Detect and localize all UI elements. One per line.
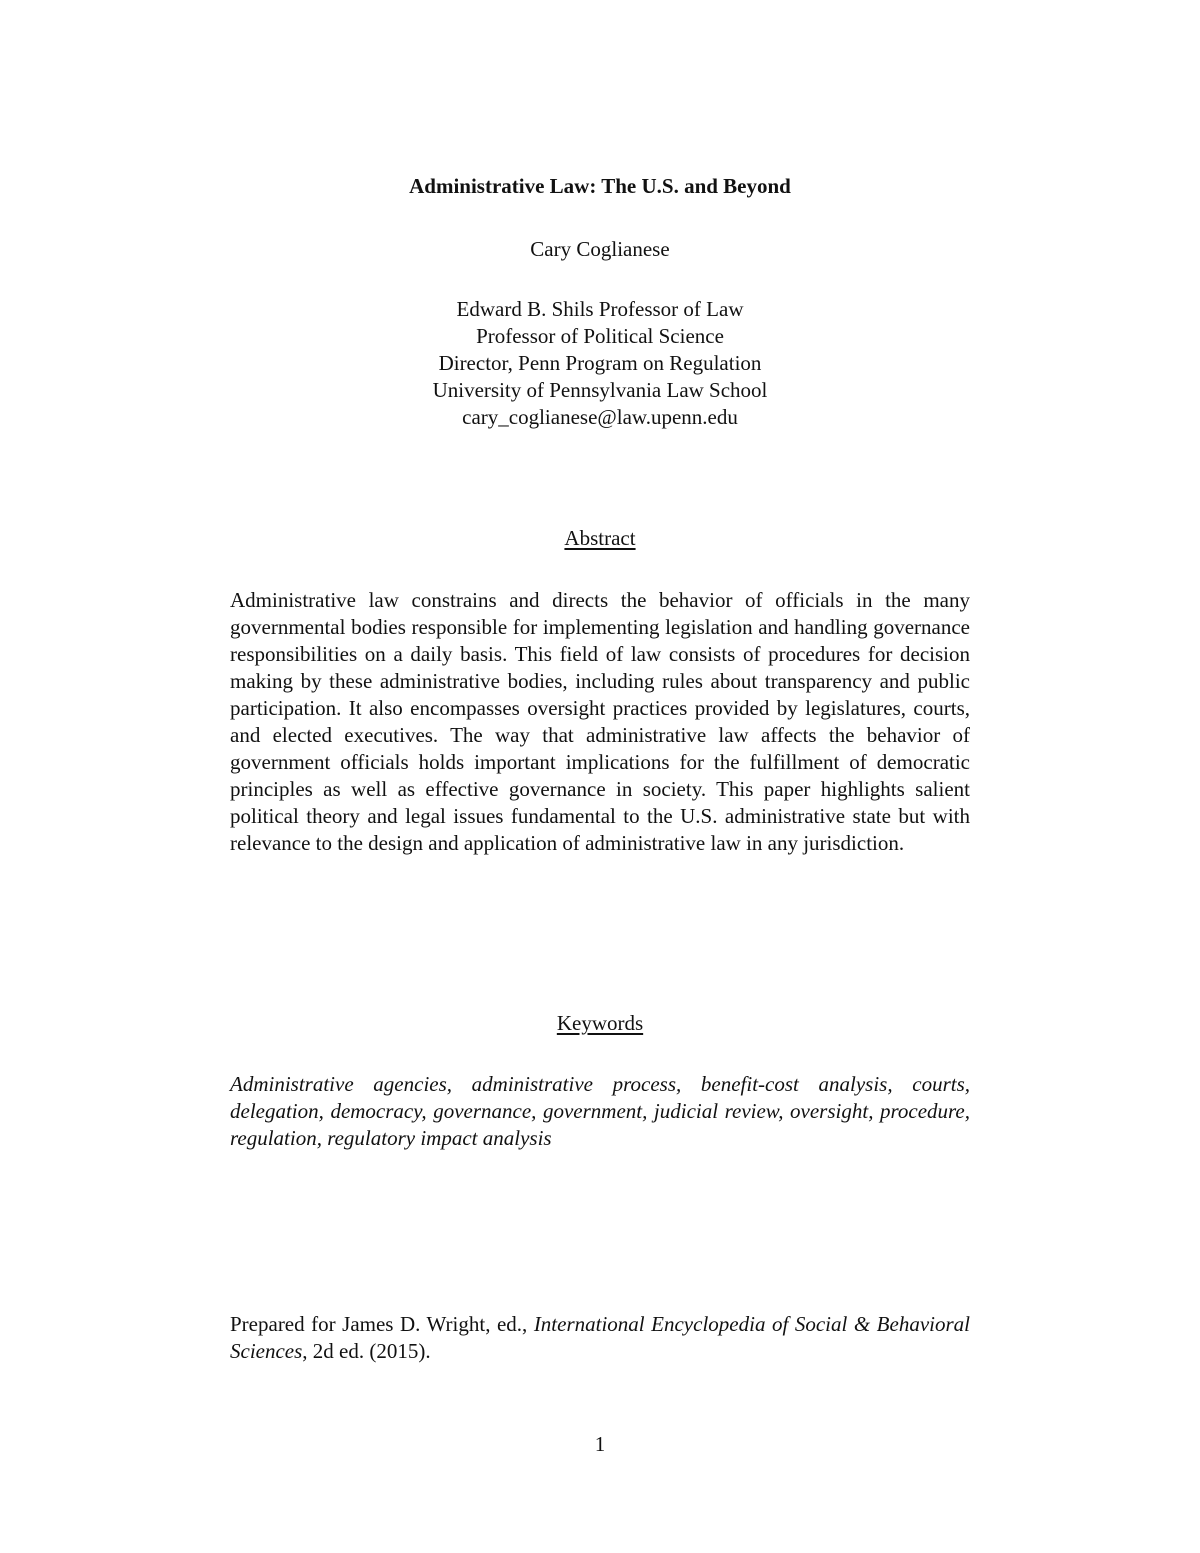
author-email: cary_coglianese@law.upenn.edu bbox=[462, 405, 738, 429]
publication-note-suffix: , 2d ed. (2015). bbox=[302, 1339, 431, 1363]
keywords-heading: Keywords bbox=[556, 1011, 644, 1035]
paper-title: Administrative Law: The U.S. and Beyond bbox=[409, 174, 791, 198]
affiliation-line: University of Pennsylvania Law School bbox=[432, 378, 768, 402]
page-number: 1 bbox=[594, 1432, 606, 1456]
publication-title: International Encyclopedia of Social & Behavioral Sciences bbox=[230, 1312, 970, 1363]
affiliation-line: Professor of Political Science bbox=[476, 324, 724, 348]
abstract-heading: Abstract bbox=[564, 526, 636, 550]
publication-note bbox=[230, 1311, 970, 1365]
author-affiliation bbox=[230, 296, 970, 431]
publication-note-prefix: Prepared for James D. Wright, ed., bbox=[230, 1312, 534, 1336]
affiliation-line: Edward B. Shils Professor of Law bbox=[456, 297, 744, 321]
abstract-text: Administrative law constrains and directs the behavior of officials in the many governmental bodies responsible for implementing legislation and handling governance responsibilities on a daily basis. This field of law consists of procedures for decision making by these administrative bodies, including rules about transparency and public participation. It also encompasses oversight practices provided by legislatures, courts, and elected executives. The way that administrative law affects the behavior of government officials holds important implications for the fulfillment of democratic principles as well as effective governance in society. This paper highlights salient political theory and legal issues fundamental to the U.S. administrative state but with relevance to the design and application of administrative law in any jurisdiction. bbox=[230, 588, 970, 855]
keywords-list: Administrative agencies, administrative process, benefit-cost analysis, courts, delegation, democracy, governance, government, judicial review, oversight, procedure, regulation, regulatory impact analysis bbox=[230, 1072, 970, 1150]
author-name: Cary Coglianese bbox=[530, 237, 670, 261]
affiliation-line: Director, Penn Program on Regulation bbox=[438, 351, 762, 375]
